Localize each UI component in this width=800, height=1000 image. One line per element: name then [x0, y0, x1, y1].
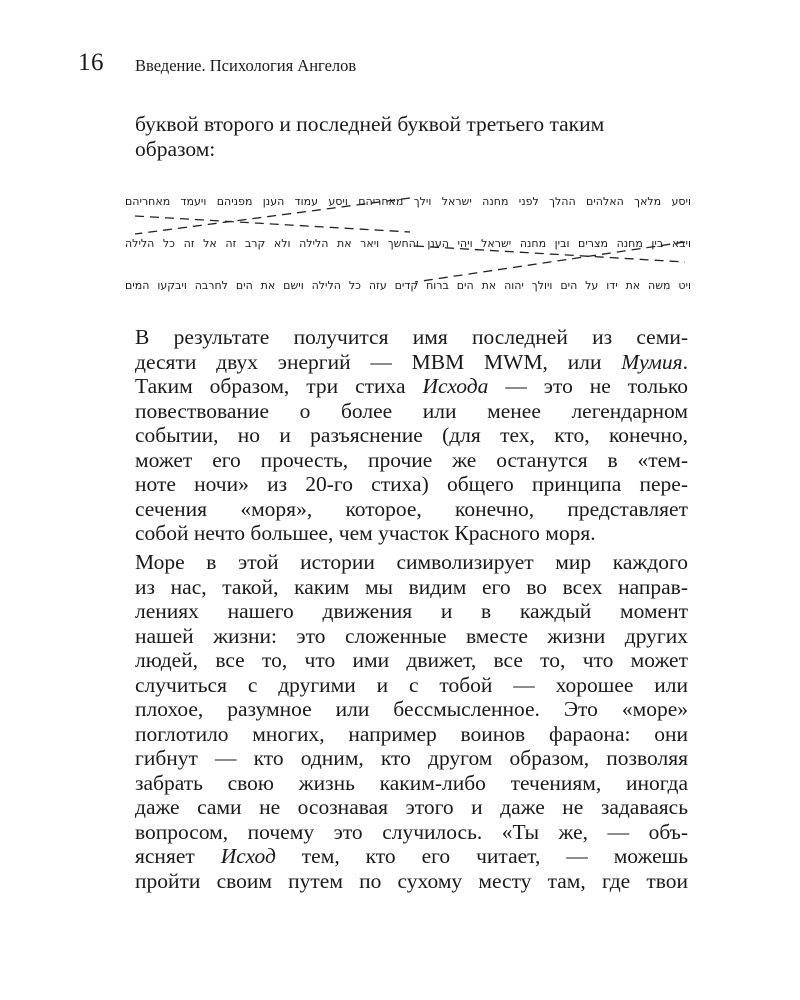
text-line: собой нечто большее, чем участок Красного моря. [135, 521, 596, 545]
italic-term: Исход [220, 844, 276, 868]
running-head: Введение. Психология Ангелов [135, 56, 357, 75]
text-line: гибнут — кто одним, кто другом образом, позволяя [135, 746, 688, 770]
text-line: событии, но и разъяснение (для тех, кто, конечно, [135, 423, 688, 447]
hebrew-verse-19: ויסע מלאך האלהים ההלך לפני מחנה ישראל וילך מאחריהם ויסע עמוד הענן מפניהם ויעמד מאחריהם [125, 195, 691, 208]
text-line: пройти своим путем по сухому месту там, где твои [135, 868, 688, 893]
text-run: десяти двух энергий — MBM MWM, или [135, 349, 622, 374]
text-line: повествование о более или менее легендарном [135, 398, 688, 423]
text-run: тем, кто его читает, — можешь [275, 844, 688, 868]
text-line: забрать свою жизнь каким-либо течениям, иногда [135, 770, 688, 795]
paragraph-sea [135, 550, 688, 893]
text-line: даже сами не осознавая этого и даже не задаваясь [135, 795, 688, 819]
paragraph-result [135, 325, 688, 546]
text-line [135, 374, 688, 399]
text-line: может его прочесть, прочие же останутся в «тем- [135, 447, 688, 472]
text-run: Таким образом, три стиха [135, 374, 423, 398]
text-line: сечения «моря», которое, конечно, представляет [135, 496, 688, 521]
text-line: буквой второго и последней буквой третьего таким [135, 112, 605, 136]
text-run: — это не только [488, 374, 688, 398]
dashed-connector [135, 216, 410, 232]
text-line: из нас, такой, каким мы видим его во всех направ- [135, 574, 688, 599]
page-number: 16 [78, 49, 104, 76]
text-line: лениях нашего движения и в каждый момент [135, 599, 688, 623]
text-line: нашей жизни: это сложенные вместе жизни других [135, 623, 688, 648]
text-line: поглотило многих, например воинов фараона: они [135, 721, 688, 746]
hebrew-verse-20: ויבא בין מחנה מצרים ובין מחנה ישראל ויהי הענן והחשך ויאר את הלילה ולא קרב זה אל זה כל הלילה [125, 237, 691, 250]
text-line [135, 350, 688, 375]
text-run: . [682, 349, 688, 374]
hebrew-verse-21: ויט משה את ידו על הים ויולך יהוה את הים ברוח קדים עזה כל הלילה וישם את הים לחרבה ויבקעו המים [125, 279, 691, 292]
text-run: ясняет [135, 844, 221, 868]
hebrew-verses-diagram [125, 184, 700, 296]
text-line: В результате получится имя последней из семи- [135, 325, 688, 349]
text-line: образом: [135, 136, 216, 161]
text-line: ноте ночи» из 20-го стиха) общего принципа пере- [135, 472, 688, 496]
text-line: случиться с другими и с тобой — хорошее или [135, 672, 688, 697]
text-line: плохое, разумное или бессмысленное. Это «море» [135, 697, 688, 721]
italic-term: Исхода [422, 374, 489, 398]
text-line [135, 844, 688, 869]
italic-term: Мумия [621, 349, 683, 374]
text-line: Море в этой истории символизирует мир каждого [135, 550, 688, 574]
text-line: вопросом, почему это случилось. «Ты же, — объ- [135, 819, 688, 844]
paragraph-intro [135, 112, 688, 161]
text-line: людей, все то, что ими движет, все то, что может [135, 648, 688, 672]
